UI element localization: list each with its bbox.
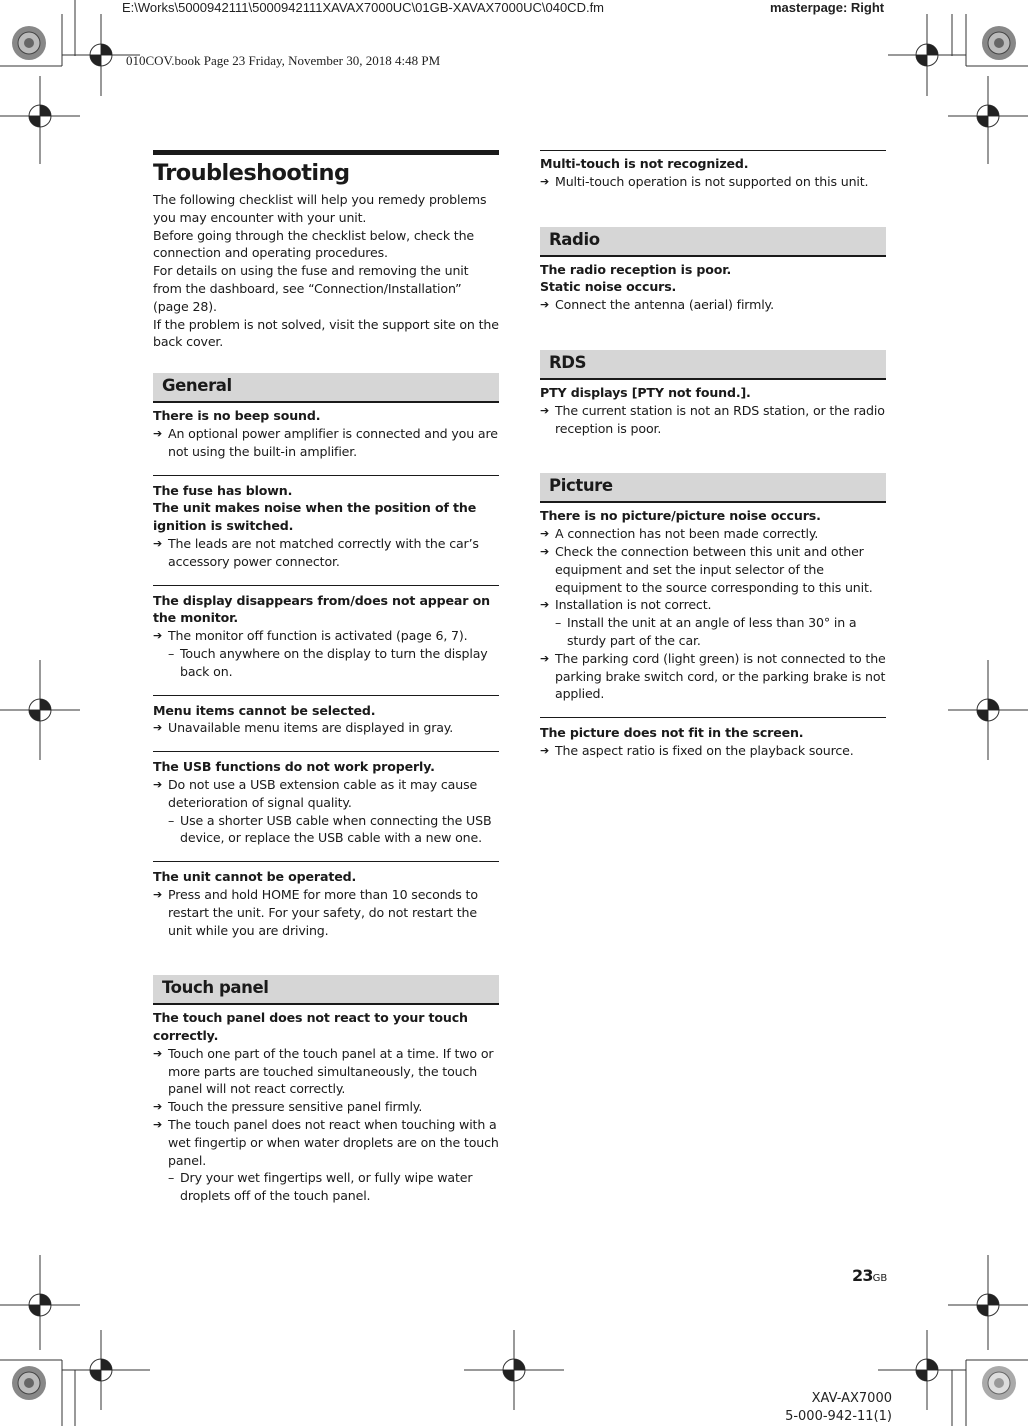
solution-text: Touch the pressure sensitive panel firmly. — [168, 1099, 423, 1115]
arrow-icon: ➔ — [153, 721, 163, 735]
arrow-icon: ➔ — [540, 174, 550, 188]
arrow-icon: ➔ — [540, 743, 550, 757]
section-header — [153, 373, 499, 403]
sub-solution-text: Dry your wet fingertips well, or fully wipe water droplets off of the touch panel. — [180, 1170, 473, 1204]
problem-line: The unit makes noise when the position of the ignition is switched. — [153, 500, 477, 534]
arrow-icon: ➔ — [540, 298, 550, 312]
problem-text: Multi-touch is not recognized. — [540, 156, 749, 171]
troubleshoot-item — [153, 475, 499, 585]
solution-text: An optional power amplifier is connected and you are not using the built-in amplifier. — [168, 425, 498, 459]
solution-text: Touch one part of the touch panel at a time. If two or more parts are touched simultaneously, the touch panel will not react correctly. — [168, 1045, 494, 1097]
problem-text: There is no beep sound. — [153, 408, 321, 424]
solution — [153, 627, 499, 645]
arrow-icon: ➔ — [540, 651, 550, 665]
arrow-icon: ➔ — [153, 1100, 163, 1114]
sub-solution-text: Touch anywhere on the display to turn the display back on. — [180, 645, 488, 679]
problem-line: The radio reception is poor. — [540, 261, 732, 277]
section-title: Picture — [549, 476, 613, 496]
troubleshoot-item — [153, 403, 499, 474]
model-info — [785, 1390, 892, 1426]
section-header — [540, 473, 886, 503]
troubleshoot-item — [540, 717, 886, 774]
problem-text: The picture does not fit in the screen. — [540, 725, 804, 741]
arrow-icon: ➔ — [540, 598, 550, 612]
problem-text: There is no picture/picture noise occurs. — [540, 508, 821, 524]
page-title: Troubleshooting — [153, 160, 350, 186]
sub-solution — [540, 614, 886, 650]
problem-text — [153, 482, 499, 535]
troubleshoot-item — [540, 503, 886, 717]
solution — [153, 1045, 499, 1098]
troubleshoot-item — [153, 1005, 499, 1219]
sub-solution — [153, 645, 499, 681]
solution-text: Multi-touch operation is not supported on this unit. — [555, 173, 869, 189]
arrow-icon: ➔ — [153, 426, 163, 440]
troubleshoot-item — [540, 257, 886, 328]
troubleshoot-item — [153, 861, 499, 953]
problem-text: Menu items cannot be selected. — [153, 702, 376, 718]
troubleshoot-item — [153, 751, 499, 861]
section-title: RDS — [549, 352, 587, 372]
section-header — [540, 227, 886, 257]
intro-paragraph: The following checklist will help you remedy problems you may encounter with your unit. — [153, 192, 487, 225]
right-top-item — [540, 151, 886, 205]
arrow-icon: ➔ — [153, 536, 163, 550]
arrow-icon: ➔ — [153, 1046, 163, 1060]
dash-icon: – — [168, 1170, 175, 1186]
solution-text: Check the connection between this unit and other equipment and set the input selector of the equipment to the source corresponding to this unit. — [555, 543, 873, 595]
section-title: Touch panel — [162, 978, 269, 998]
page-number-value: 23 — [852, 1266, 873, 1285]
page-number — [852, 1266, 887, 1285]
solution-text: Press and hold HOME for more than 10 seconds to restart the unit. For your safety, do not restart the unit while you are driving. — [168, 886, 478, 938]
arrow-icon: ➔ — [540, 527, 550, 541]
sub-solution-text: Install the unit at an angle of less than 30° in a sturdy part of the car. — [567, 615, 857, 648]
file-path-slug: E:\Works\5000942111\5000942111XAVAX7000UC\01GB-XAVAX7000UC\040CD.fm — [122, 0, 605, 15]
sub-solution-text: Use a shorter USB cable when connecting the USB device, or replace the USB cable with a new one. — [180, 812, 492, 846]
problem-text: The USB functions do not work properly. — [153, 759, 435, 775]
solution — [540, 525, 886, 543]
right-column — [540, 150, 886, 774]
solution-text: The current station is not an RDS station, or the radio reception is poor. — [555, 402, 885, 436]
problem-line: Static noise occurs. — [540, 279, 677, 295]
arrow-icon: ➔ — [153, 777, 163, 791]
page-number-suffix: GB — [872, 1273, 888, 1284]
solution-text: Do not use a USB extension cable as it may cause deterioration of signal quality. — [168, 776, 478, 810]
book-info-slug: 010COV.book Page 23 Friday, November 30, 2018 4:48 PM — [126, 53, 441, 68]
solution-text: The leads are not matched correctly with the car’s accessory power connector. — [168, 535, 479, 569]
problem-text: The display disappears from/does not appear on the monitor. — [153, 592, 490, 626]
solution-text: A connection has not been made correctly. — [555, 526, 819, 542]
dash-icon: – — [555, 615, 562, 631]
section-header — [540, 350, 886, 380]
solution — [540, 296, 886, 314]
section-header — [153, 975, 499, 1005]
solution — [153, 425, 499, 461]
right-sections — [540, 227, 886, 774]
solution — [540, 596, 886, 614]
solution — [540, 650, 886, 703]
problem-text: PTY displays [PTY not found.]. — [540, 384, 751, 400]
model-name: XAV-AX7000 — [811, 1391, 892, 1406]
troubleshoot-item — [540, 151, 886, 205]
solution — [153, 535, 499, 571]
solution-text: Installation is not correct. — [555, 597, 712, 613]
problem-text: The unit cannot be operated. — [153, 869, 357, 885]
arrow-icon: ➔ — [153, 1118, 163, 1132]
solution — [540, 543, 886, 596]
arrow-icon: ➔ — [540, 544, 550, 558]
solution-text: Unavailable menu items are displayed in gray. — [168, 720, 454, 736]
intro-paragraph: Before going through the checklist below, check the connection and operating procedures. — [153, 227, 475, 261]
solution — [540, 402, 886, 438]
solution — [153, 886, 499, 939]
left-sections — [153, 373, 499, 1219]
solution-text: The parking cord (light green) is not connected to the parking brake switch cord, or the parking brake is not applied. — [555, 650, 886, 702]
dash-icon: – — [168, 645, 175, 661]
section-title: General — [162, 376, 232, 396]
arrow-icon: ➔ — [153, 887, 163, 901]
problem-line: The fuse has blown. — [153, 482, 293, 498]
masterpage-slug: masterpage: Right — [770, 0, 885, 15]
problem-text — [540, 261, 886, 297]
solution-text: The aspect ratio is fixed on the playback source. — [555, 742, 854, 758]
problem-text: The touch panel does not react to your touch correctly. — [153, 1010, 468, 1044]
solution — [540, 173, 886, 191]
arrow-icon: ➔ — [153, 629, 163, 643]
solution-text: The monitor off function is activated (page 6, 7). — [168, 628, 468, 644]
solution — [153, 1116, 499, 1169]
left-column — [153, 150, 499, 1219]
arrow-icon: ➔ — [540, 403, 550, 417]
troubleshoot-item — [153, 585, 499, 695]
solution — [153, 1098, 499, 1116]
intro — [153, 191, 499, 351]
solution-text: Connect the antenna (aerial) firmly. — [555, 297, 774, 313]
solution — [540, 742, 886, 760]
intro-paragraph: For details on using the fuse and removing the unit from the dashboard, see “Connection/Installation” (page 28). — [153, 263, 469, 314]
section-title: Radio — [549, 229, 600, 249]
solution — [153, 776, 499, 812]
intro-paragraph: If the problem is not solved, visit the support site on the back cover. — [153, 316, 499, 350]
title-rule — [153, 150, 499, 155]
solution — [153, 719, 499, 737]
dash-icon: – — [168, 812, 175, 828]
sub-solution — [153, 812, 499, 848]
troubleshoot-item — [540, 380, 886, 451]
solution-text: The touch panel does not react when touching with a wet fingertip or when water droplets are on the touch panel. — [168, 1117, 499, 1168]
part-number: 5-000-942-11(1) — [785, 1409, 892, 1424]
troubleshoot-item — [153, 695, 499, 752]
sub-solution — [153, 1169, 499, 1205]
